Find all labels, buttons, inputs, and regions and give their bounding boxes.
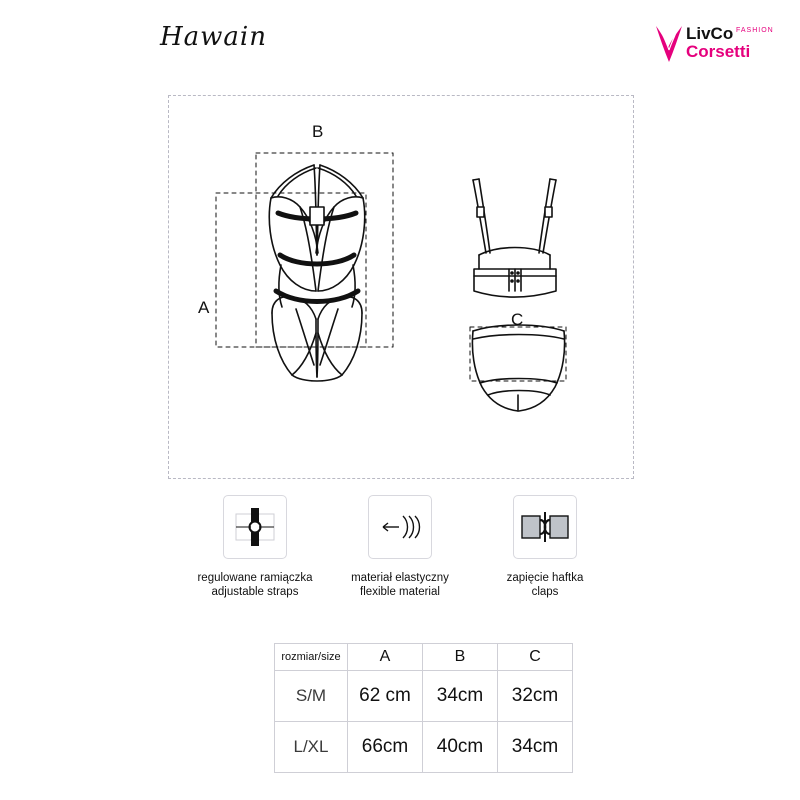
feature-list (170, 495, 630, 615)
header-b: B (423, 644, 498, 671)
flexible-material-icon (368, 495, 432, 559)
row-size-label: L/XL (275, 722, 348, 773)
cell-a: 62 cm (348, 671, 423, 722)
header-c: C (498, 644, 573, 671)
hook-clasps-icon (513, 495, 577, 559)
product-illustrations (168, 95, 632, 477)
brand-fashion-text: FASHION (736, 27, 774, 34)
header-a: A (348, 644, 423, 671)
feature-hook-clasps (470, 495, 620, 599)
brand-livco-text: LivCo (686, 24, 734, 43)
corset-logo-icon (652, 24, 686, 64)
dimension-label-c: C (511, 310, 524, 329)
feature-label-pl: regulowane ramiączka (197, 572, 313, 584)
cell-b: 40cm (423, 722, 498, 773)
brand-corsetti-text: Corsetti (686, 42, 751, 61)
feature-label-en: flexible material (360, 586, 440, 598)
brand-logo (652, 20, 772, 72)
cell-c: 34cm (498, 722, 573, 773)
header-size: rozmiar/size (275, 644, 348, 671)
feature-adjustable-straps (180, 495, 330, 599)
cell-b: 34cm (423, 671, 498, 722)
row-size-label: S/M (275, 671, 348, 722)
table-row (275, 671, 573, 722)
feature-label-en: adjustable straps (211, 586, 299, 598)
feature-label-en: claps (531, 586, 559, 598)
dimension-label-b: B (312, 122, 324, 141)
feature-flexible-material (325, 495, 475, 599)
feature-label-pl: materiał elastyczny (351, 572, 449, 584)
page-title: Hawain (160, 22, 267, 52)
feature-label-pl: zapięcie haftka (506, 572, 584, 584)
cell-a: 66cm (348, 722, 423, 773)
table-row (275, 722, 573, 773)
adjustable-straps-icon (223, 495, 287, 559)
dimension-label-a: A (198, 298, 210, 317)
cell-c: 32cm (498, 671, 573, 722)
table-header-row (275, 644, 573, 671)
size-table (274, 643, 573, 773)
